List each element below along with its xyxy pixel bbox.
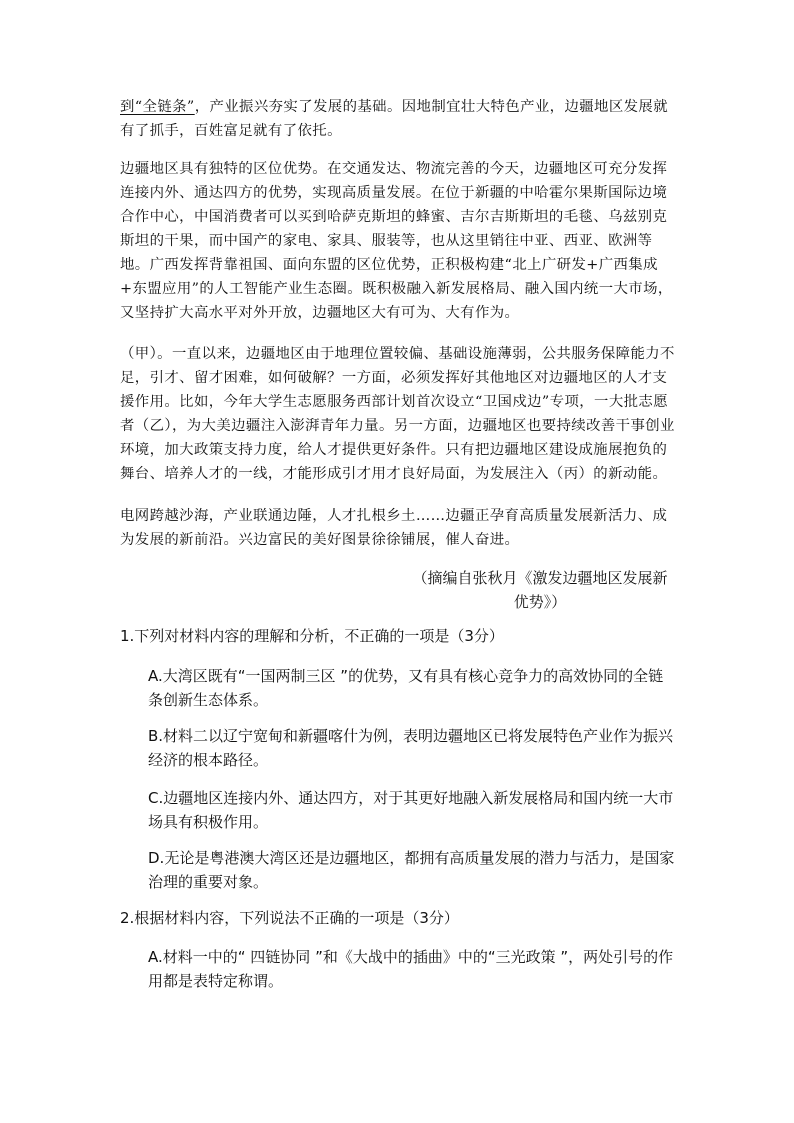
source-citation: （摘编自张秋月《激发边疆地区发展新优势》） [412, 569, 668, 611]
paragraph-conclusion: 电网跨越沙海，产业联通边陲，人才扎根乡土……边疆正孕育高质量发展新活力、成为发展的新前沿。兴边富民的美好图景徐徐铺展，催人奋进。 [120, 508, 668, 548]
paragraph-location-advantage: 边疆地区具有独特的区位优势。在交通发达、物流完善的今天，边疆地区可充分发挥连接内外、通达四方的优势，实现高质量发展。在位于新疆的中哈霍尔果斯国际边境合作中心，中国消费者可以买到哈萨克斯坦的蜂蜜、吉尔吉斯斯坦的毛毯、乌兹别克斯坦的干果，而中国产的家电、家具、服装等，也从这里销往中亚、西亚、欧洲等地。广西发挥背靠祖国、面向东盟的区位优势，正积极构建“北上广研发+广西集成+东盟应用”的人工智能产业生态圈。既积极融入新发展格局、融入国内统一大市场，又坚持扩大高水平对外开放，边疆地区大有可为、大有作为。 [120, 161, 673, 321]
question-1-stem: 1.下列对材料内容的理解和分析，不正确的一项是（3分） [120, 627, 504, 645]
question-1-option-a: A.大湾区既有“一国两制三区 ”的优势，又有具有核心竞争力的高效协同的全链条创新生态体系。 [148, 667, 664, 709]
paragraph-industry [120, 95, 680, 143]
question-2-option-a: A.材料一中的“ 四链协同 ”和《大战中的插曲》中的“三光政策 ”，两处引号的作用都是表特定称谓。 [148, 948, 674, 990]
question-1-option-c: C.边疆地区连接内外、通达四方，对于其更好地融入新发展格局和国内统一大市场具有积极作用。 [148, 789, 674, 831]
question-1-option-b: B.材料二以辽宁宽甸和新疆喀什为例，表明边疆地区已将发展特色产业作为振兴经济的根本路径。 [148, 727, 674, 769]
underlined-phrase: 到“全链条” [120, 99, 195, 115]
paragraph-text: ，产业振兴夯实了发展的基础。因地制宜壮大特色产业，边疆地区发展就有了抓手，百姓富足就有了依托。 [120, 99, 668, 139]
question-2-stem: 2.根据材料内容，下列说法不正确的一项是（3分） [120, 909, 459, 927]
paragraph-talent: （甲）。一直以来，边疆地区由于地理位置较偏、基础设施薄弱，公共服务保障能力不足，引才、留才困难，如何破解？一方面，必须发挥好其他地区对边疆地区的人才支援作用。比如，今年大学生志愿服务西部计划首次设立“卫国戍边”专项，一大批志愿者（乙），为大美边疆注入澎湃青年力量。另一方面，边疆地区也要持续改善干事创业环境，加大政策支持力度，给人才提供更好条件。只有把边疆地区建设成施展抱负的舞台、培养人才的一线，才能形成引才用才良好局面，为发展注入（丙）的新动能。 [120, 346, 675, 482]
question-1-option-d: D.无论是粤港澳大湾区还是边疆地区，都拥有高质量发展的潜力与活力，是国家治理的重要对象。 [148, 849, 675, 891]
